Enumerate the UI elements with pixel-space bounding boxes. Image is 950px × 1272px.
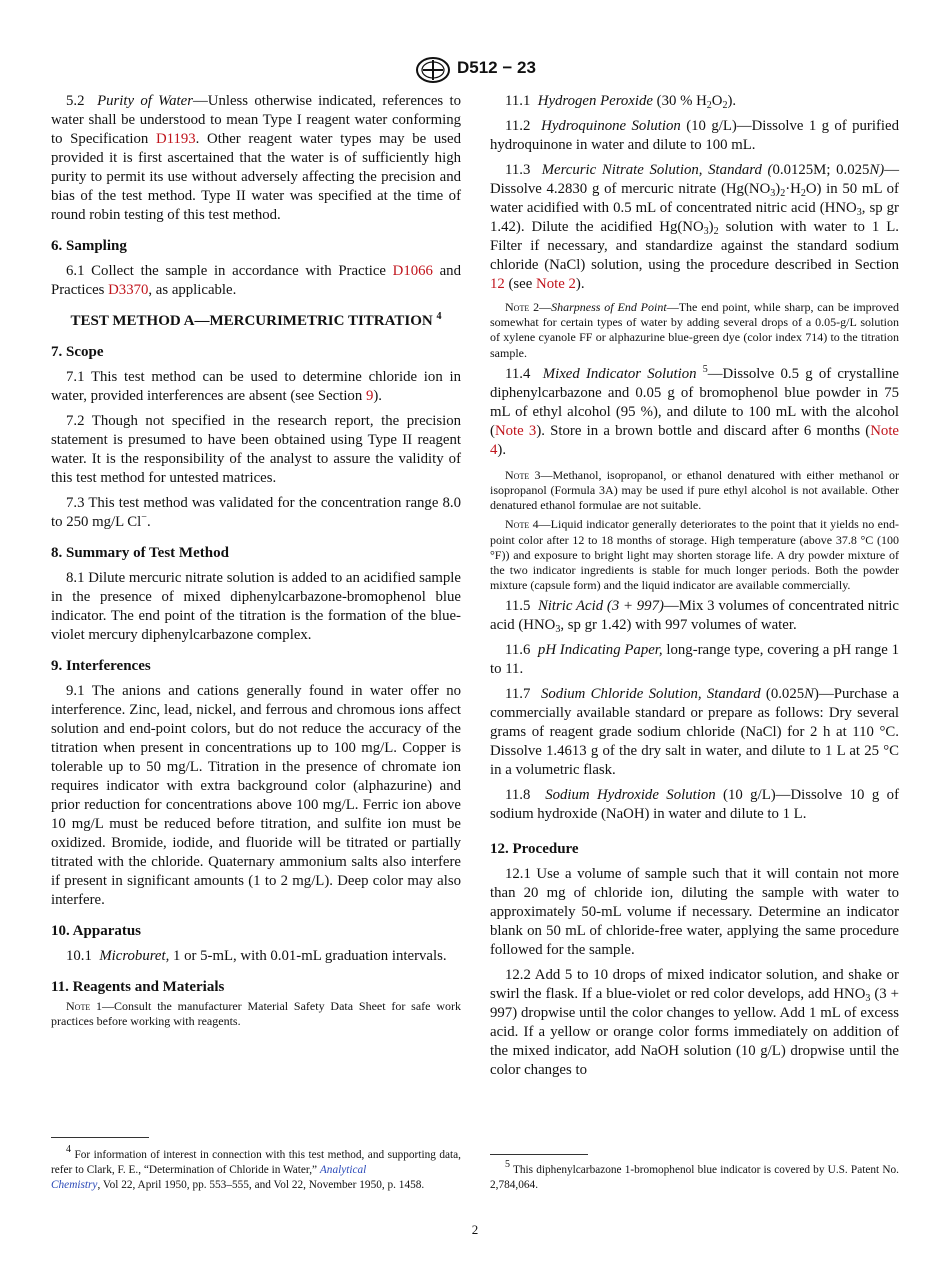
heading-apparatus: 10. Apparatus — [51, 923, 142, 939]
section-9-1: 9.1 The anions and cations generally found in water offer no interference. Zinc, lead, nickel, and ferrous and chromous ions affect solution and end-point colors, but do not reduce the accuracy of the titration when present in concentrations up to 100 mg/L. Copper is tolerable up to 50 mg/L. Titration in the presence of chromate ion requires indicator with extra background color (alphazurine) and prior reduction for concentrations above 100 mg/L. Ferric ion above 10 mg/L must be reduced before titration, and sulfite ion must be oxidized. Bromide, iodide, and fluoride will be titrated or partially titrated with the chloride. Quaternary ammonium salts also interfere if present in significant amounts (1 to 2 mg/L). Deep color may also interfere. — [51, 683, 461, 908]
note-2: Note 2—Sharpness of End Point—The end point, while sharp, can be improved somewhat for certain types of water by adding several drops of a 0.05-g/L solution of xylene cyanole FF or alphazurine blue-green dye (color index 714) to the titration sample. — [490, 300, 900, 360]
section-7-2: 7.2 Though not specified in the research report, the precision statement is presumed to have been obtained using Type II reagent water. It is the responsibility of the analyst to assure the validity of this test method for untested matrices. — [51, 413, 461, 486]
link-note-2[interactable]: Note 2 — [536, 276, 576, 292]
link-d3370[interactable]: D3370 — [108, 282, 149, 298]
heading-interferences: 9. Interferences — [51, 658, 151, 674]
link-chemistry[interactable]: Chemistry — [51, 1179, 98, 1191]
astm-logo-icon — [415, 56, 451, 84]
document-designation: D512 − 23 — [457, 58, 536, 77]
footnote-rule-right — [490, 1154, 588, 1155]
note-4: Note 4—Liquid indicator generally deteriorates to the point that it yields no end-point color after 12 to 18 months of storage. High temperature (above 37.8 °C (100 °F)) and exposure to bright light may shorten storage life. A dry powder mixture of the two indicator ingredients is stable for much longer periods. Both the powder mixture (capsule form) and the liquid indicator are available commercially. — [490, 517, 899, 593]
section-11-6: 11.6 pH Indicating Paper, long-range type, covering a pH range 1 to 11. — [490, 642, 899, 678]
note-1: Note 1—Consult the manufacturer Material Safety Data Sheet for safe work practices before working with reagents. — [51, 999, 461, 1029]
heading-scope: 7. Scope — [51, 344, 104, 360]
section-11-8: 11.8 Sodium Hydroxide Solution (10 g/L)—Dissolve 10 g of sodium hydroxide (NaOH) in water and dilute to 1 L. — [490, 787, 899, 823]
section-5-2: 5.2 Purity of Water—Unless otherwise indicated, references to water shall be understood to mean Type I reagent water conforming to Specification D1193. Other reagent water types may be used provided it is first ascertained that the water is of sufficiently high purity to permit its use without adversely affecting the precision and bias of the test method. Type II water was specified at the time of round robin testing of this test method. — [51, 93, 461, 223]
link-note-4[interactable]: Note 4 — [490, 422, 899, 458]
footnote-5: $^5$ This diphenylcarbazone 1-bromophenol blue indicator is covered by U.S. Patent No. 2,784,064. — [490, 1159, 899, 1191]
note-3: Note 3—Methanol, isopropanol, or ethanol denatured with either methanol or isopropanol (Formula 3A) may be used if pure ethyl alcohol is not available. Other denatured ethanol formulae are not suitable. — [490, 467, 899, 513]
section-11-2: 11.2 Hydroquinone Solution (10 g/L)—Dissolve 1 g of purified hydroquinone in water and dilute to 100 mL. — [490, 118, 899, 153]
footnote-4: $^4$ For information of interest in connection with this test method, and supporting data, refer to Clark, F. E., “Determination of Chloride in Water,” Analytical Chemistry, Vol 22, April 1950, pp. 553–555, and Vol 22, November 1950, p. 1458. — [51, 1144, 461, 1191]
heading-summary: 8. Summary of Test Method — [51, 545, 229, 561]
page-number: 2 — [471, 1222, 479, 1237]
section-6-1: 6.1 Collect the sample in accordance with Practice D1066 and Practices D3370, as applicable. — [51, 263, 461, 298]
right-column — [490, 92, 899, 1086]
section-8-1: 8.1 Dilute mercuric nitrate solution is added to an acidified sample in the presence of mixed diphenylcarbazone-bromophenol blue indicator. The end point of the titration is the formation of the blue-violet mercury diphenylcarbazone complex. — [51, 570, 461, 643]
left-column — [51, 92, 461, 1033]
section-11-4: 11.4 Mixed Indicator Solution $^5$—Dissolve 0.5 g of crystalline diphenylcarbazone and 0.05 g of bromophenol blue powder in 75 mL of ethyl alcohol (95 %), and dilute to 100 mL with the alcohol (Note 3). Store in a brown bottle and discard after 6 months (Note 4). — [490, 363, 899, 458]
link-section-12[interactable]: 12 — [490, 276, 505, 292]
page-header — [0, 56, 950, 86]
section-12-2: 12.2 Add 5 to 10 drops of mixed indicator solution, and shake or swirl the flask. If a blue-violet or red color develops, add $HNO_3$ (3 + 997) dropwise until the color changes to yellow. Add 1 mL of excess acid. If a yellow or orange color forms immediately on addition of the mixed indicator, add NaOH solution (10 g/L) dropwise until the color changes to — [490, 967, 899, 1079]
heading-sampling: 6. Sampling — [51, 238, 127, 254]
link-analytical[interactable]: Analytical — [319, 1164, 367, 1176]
test-method-a-title: TEST METHOD A—MERCURIMETRIC TITRATION $^4$ — [70, 311, 442, 329]
heading-reagents: 11. Reagents and Materials — [51, 979, 225, 995]
section-10-1: 10.1 Microburet, 1 or 5-mL, with 0.01-mL graduation intervals. — [66, 948, 447, 964]
section-7-1: 7.1 This test method can be used to determine chloride ion in water, provided interferences are absent (see Section 9). — [51, 369, 461, 404]
link-note-3[interactable]: Note 3 — [494, 422, 537, 439]
section-11-5: 11.5 Nitric Acid (3 + 997)—Mix 3 volumes of concentrated nitric acid ($HNO_3$, sp gr 1.42) with 997 volumes of water. — [490, 598, 899, 636]
section-11-3: 11.3 Mercuric Nitrate Solution, Standard (0.0125M; 0.025N)—Dissolve 4.2830 g of mercuric nitrate $(Hg(NO_3)_2\cdot H_2O)$ in 50 mL of water acidified with 0.5 mL of concentrated nitric acid ($HNO_3$, sp gr 1.42). Dilute the acidified $Hg(NO_3)_2$ solution with water to 1 L. Filter if necessary, and standardize against the standard sodium chloride (NaCl) solution, using the procedure described in Section 12 (see Note 2). — [490, 162, 899, 292]
link-d1066[interactable]: D1066 — [392, 263, 433, 279]
link-d1193[interactable]: D1193 — [155, 131, 196, 147]
section-12-1: 12.1 Use a volume of sample such that it will contain not more than 20 mg of chloride ion, diluting the sample with water to approximately 50-mL volume if necessary. Determine an indicator blank on 50 mL of chloride-free water, applying the same procedure followed for the sample. — [490, 866, 899, 959]
section-11-1: 11.1 Hydrogen Peroxide (30 % $H_2O_2$). — [505, 93, 737, 111]
footnote-rule-left — [51, 1137, 149, 1138]
link-section-9[interactable]: 9 — [365, 388, 374, 404]
section-7-3: 7.3 This test method was validated for the concentration range 8.0 to 250 mg/L Cl−. — [51, 495, 461, 530]
heading-procedure: 12. Procedure — [490, 841, 579, 858]
section-11-7: 11.7 Sodium Chloride Solution, Standard (0.025N)—Purchase a commercially available standard or prepare as follows: Dry several grams of reagent grade sodium chloride (NaCl) for 2 h at 110 °C. Dissolve 1.4613 g of the dry salt in water, and dilute to 1 L at 25 °C in a volumetric flask. — [490, 686, 900, 779]
